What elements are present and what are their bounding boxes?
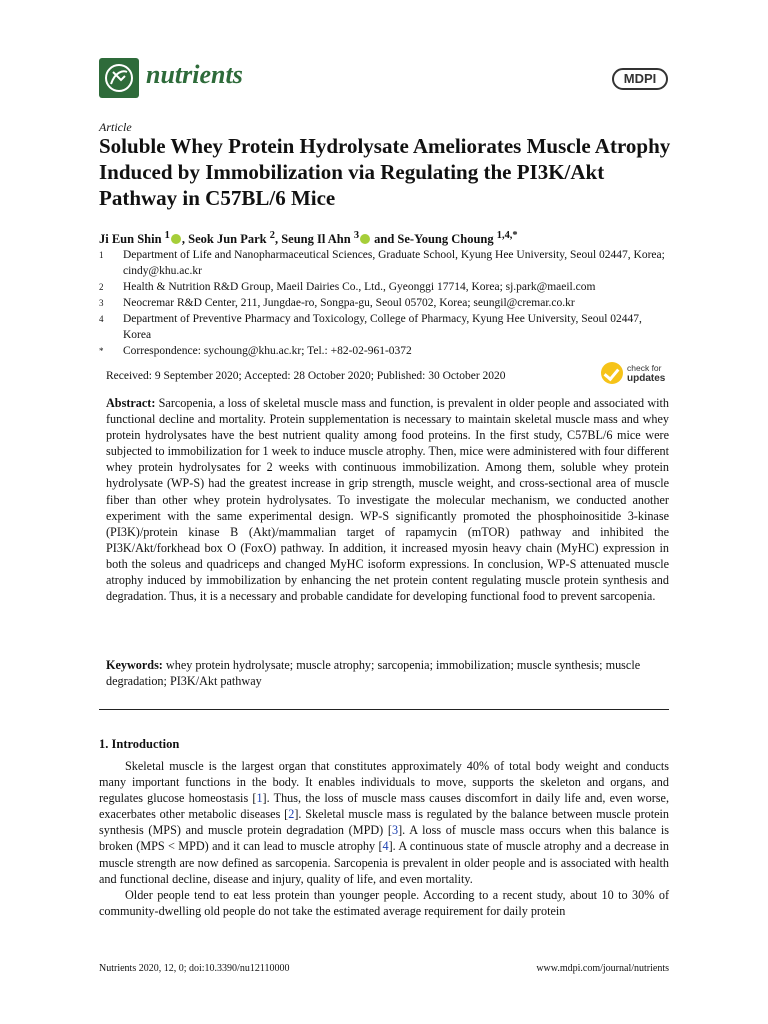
affiliation-text: Neocremar R&D Center, 211, Jungdae-ro, Songpa-gu, Seoul 05702, Korea; seungil@cremar.co.kr [123,297,575,309]
paragraph-text: ]. Thus, the loss of muscle mass causes discomfort in daily life and, even worse, exacerbates other metabolic diseases [ [99,791,670,822]
check-for-updates-badge[interactable] [601,362,665,384]
keywords-text: whey protein hydrolysate; muscle atrophy; sarcopenia; immobilization; muscle synthesis; muscle degradation; PI3K/Akt pathway [106,658,641,689]
paragraph-text: ]. A loss of muscle mass occurs when this balance is broken (MPS < MPD) and it can lead to muscle atrophy [ [99,823,670,854]
affiliation-number: 2 [99,282,104,292]
publication-dates: Received: 9 September 2020; Accepted: 28 October 2020; Published: 30 October 2020 [106,370,506,382]
abstract [106,395,669,604]
affiliation-text: Department of Preventive Pharmacy and Toxicology, College of Pharmacy, Kyung Hee University, Seoul 02447, Korea [123,313,642,341]
keywords-label: Keywords: [106,658,163,672]
paragraph-text: Skeletal muscle is the largest organ that constitutes approximately 40% of total body weight and conducts many important functions in the body. It enables individuals to move, supports the skeleton and organs, and regulates glucose homeostasis [ [99,759,669,806]
author-affil-sup: 1 [164,230,170,241]
author-affil-sup: 1,4,* [496,230,518,241]
affiliation-item [99,279,669,295]
affiliation-number: * [99,346,104,356]
orcid-icon[interactable] [171,234,181,244]
section-heading: 1. Introduction [99,737,180,751]
section-body [99,758,669,919]
keywords [106,657,669,689]
author-name: Ji Eun Shin [99,232,162,247]
author-separator: , [274,232,282,247]
citation-link[interactable]: 2 [288,807,295,822]
check-updates-line2: updates [627,372,666,384]
author-name: Se-Young Choung [397,232,494,247]
footer-citation: Nutrients 2020, 12, 0; doi:10.3390/nu12110000 [99,963,290,974]
author-affil-sup: 2 [269,230,275,241]
journal-logo-icon [99,58,139,98]
abstract-text: Sarcopenia, a loss of skeletal muscle mass and function, is prevalent in older people and associated with functional decline and mortality. Protein supplementation is necessary to maintain skeletal muscle mass and whey protein hydrolysates have the best nutrient quality among food proteins. In the first study, C57BL/6 mice were subjected to immobilization for 1 week to induce muscle atrophy. Then, mice were administered with four different whey protein hydrolysates for 2 weeks with continuous immobilization. Among them, soluble whey protein hydrolysate (WP-S) had the greatest increase in grip strength, muscle weight, and cross-sectional area of muscle fiber than other whey protein hydrolysates. To investigate the molecular mechanism, we conducted another experiment with the same experimental design. WP-S significantly promoted the phosphoinositide 3-kinase (PI3K)/protein kinase B (Akt)/mammalian target of rapamycin (mTOR) pathway and inhibited the PI3K/Akt/forkhead box O (FoxO) pathway. In addition, it increased myosin heavy chain (MyHC) expression in both the soleus and quadriceps and changed MyHC isoform expressions. In conclusion, WP-S attenuated muscle atrophy induced by immobilization by enhancing the net protein content regulating muscle protein synthesis and degradation. Thus, it is a necessary and probable candidate for developing functional food to prevent sarcopenia. [106,396,669,604]
author-separator: , [181,232,189,247]
footer-url[interactable]: www.mdpi.com/journal/nutrients [536,963,669,974]
article-type: Article [99,120,132,134]
citation-link[interactable]: 4 [382,839,389,854]
citation-link[interactable]: 3 [392,823,399,838]
author-list [99,230,518,247]
affiliation-text: Department of Life and Nanopharmaceutical Sciences, Graduate School, Kyung Hee University, Seoul 02447, Korea; cindy@khu.ac.kr [123,249,665,277]
article-title: Soluble Whey Protein Hydrolysate Ameliorates Muscle Atrophy Induced by Immobilization via Regulating the PI3K/Akt Pathway in C57BL/6 Mice [99,134,671,210]
affiliation-text: Health & Nutrition R&D Group, Maeil Dairies Co., Ltd., Gyeonggi 17714, Korea; sj.park@maeil.com [123,281,596,293]
check-updates-line1: check for [627,362,662,373]
orcid-icon[interactable] [360,234,370,244]
journal-name: nutrients [146,60,243,89]
affiliation-item [99,247,669,279]
author-name: Seung Il Ahn [281,232,351,247]
author-affil-sup: 3 [353,230,360,241]
author-separator: and [371,232,398,247]
citation-link[interactable]: 1 [256,791,263,806]
author-name: Seok Jun Park [188,232,267,247]
paragraph [99,758,669,887]
publisher-logo: MDPI [612,68,668,90]
check-updates-icon [601,362,623,384]
affiliation-item [99,295,669,311]
paragraph-text: ]. A continuous state of muscle atrophy and a decrease in muscle strength are now defined as sarcopenia. Sarcopenia is prevalent in older people and is associated with health and functional decline, disease and injury, quality of life, and even mortality. [99,839,669,886]
paragraph-text: ]. Skeletal muscle mass is regulated by the balance between muscle protein synthesis (MPS) and muscle protein degradation (MPD) [ [99,807,670,838]
correspondence-text: Correspondence: sychoung@khu.ac.kr; Tel.: +82-02-961-0372 [123,345,412,357]
affiliation-list [99,247,669,359]
check-updates-label [627,363,665,384]
affiliation-number: 4 [99,314,104,324]
section-divider [99,709,669,710]
affiliation-item [99,311,669,343]
affiliation-number: 1 [99,250,104,260]
paragraph: Older people tend to eat less protein than younger people. According to a recent study, about 10 to 30% of community-dwelling old people do not take the estimated average requirement for daily protein [99,887,669,918]
correspondence-item [99,343,669,359]
abstract-label: Abstract: [106,396,156,410]
affiliation-number: 3 [99,298,104,308]
